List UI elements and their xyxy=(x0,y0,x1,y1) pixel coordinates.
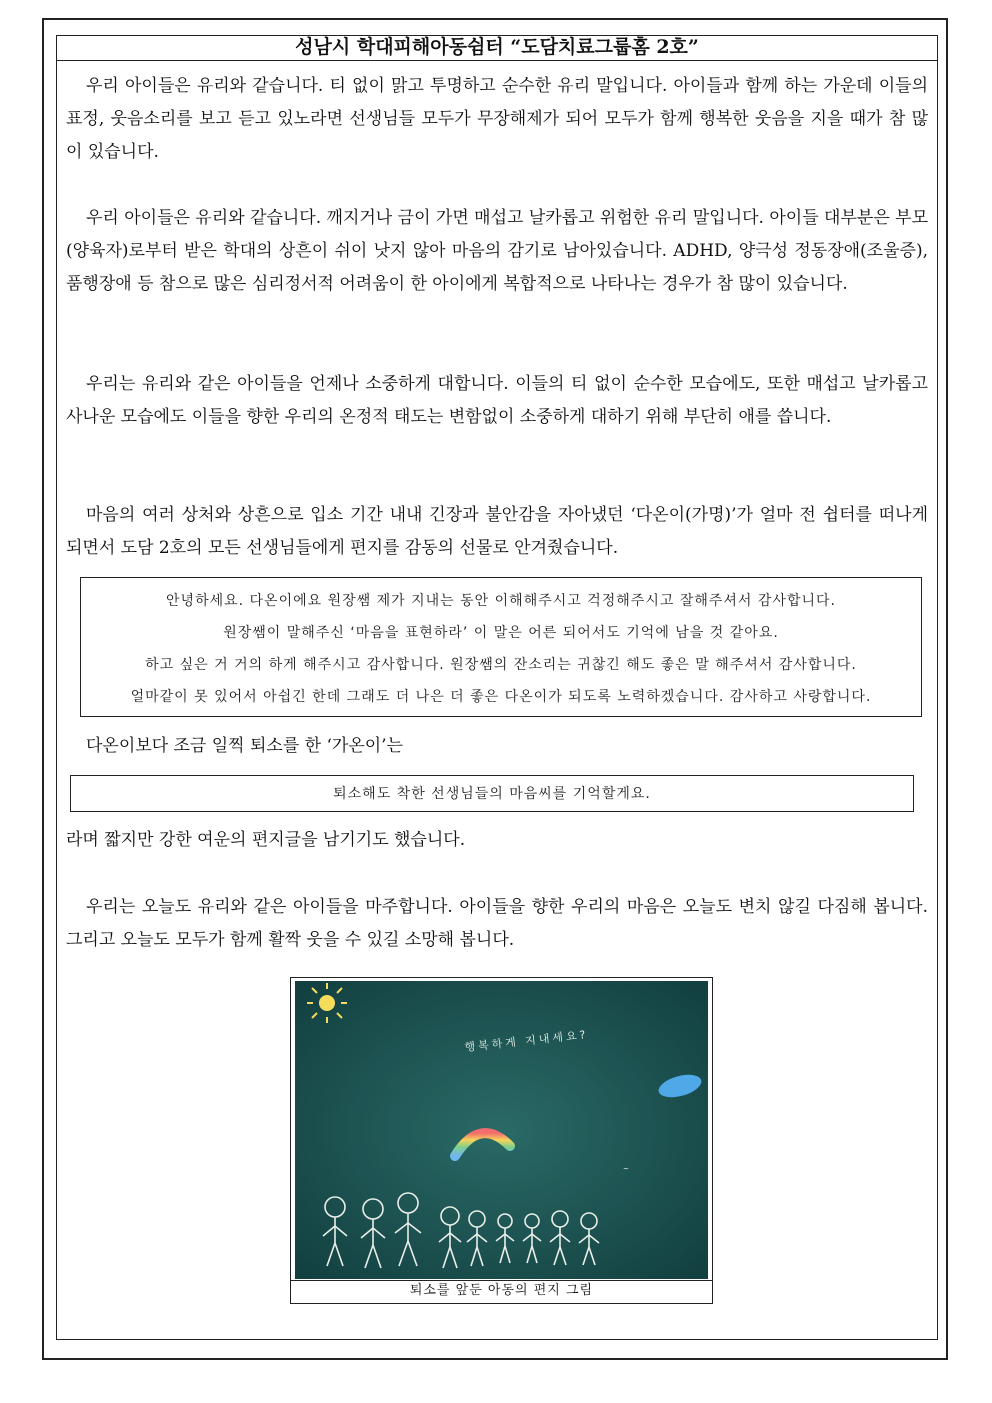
paragraph-5: 우리는 오늘도 유리와 같은 아이들을 마주합니다. 아이들을 향한 우리의 마음은 오늘도 변치 않길 다짐해 봅니다. 그리고 오늘도 모두가 함께 활짝 웃을 수 있길 소망해 봅니다. xyxy=(66,897,928,950)
chalkboard-background xyxy=(295,981,708,1279)
sun-drawing xyxy=(307,983,347,1023)
letter-line-1: 안녕하세요. 다온이에요 원장쌤 제가 지내는 동안 이해해주시고 걱정해주시고 잘해주셔서 감사합니다. xyxy=(166,593,836,609)
paragraph-1: 우리 아이들은 유리와 같습니다. 티 없이 맑고 투명하고 순수한 유리 말입니다. 아이들과 함께 하는 가운데 이들의 표정, 웃음소리를 보고 듣고 있노라면 선생님들 모두가 무장해제가 되어 모두가 함께 행복한 웃음을 지을 때가 참 많이 있습니다. xyxy=(66,76,928,162)
chalk-signature: ~ xyxy=(623,1165,629,1173)
photo-caption: 퇴소를 앞둔 아동의 편지 그림 xyxy=(290,1280,713,1304)
paragraph-4: 마음의 여러 상처와 상흔으로 입소 기간 내내 긴장과 불안감을 자아냈던 ‘다온이(가명)’가 얼마 전 쉽터를 떠나게 되면서 도담 2호의 모든 선생님들에게 편지를 감동의 선물로 안겨줬습니다. xyxy=(66,505,928,558)
chalk-message: 행복하게 지내세요? xyxy=(463,1028,589,1054)
letter-box-daoni xyxy=(80,577,922,717)
chalkboard-drawing-photo xyxy=(290,977,713,1281)
letter-line-3: 하고 싶은 거 거의 하게 해주시고 감사합니다. 원장쌤의 잔소리는 귀찮긴 해도 좋은 말 해주셔서 감사합니다. xyxy=(145,657,857,673)
page-title: 성남시 학대피해아동쉼터 “도담치료그룹홈 2호” xyxy=(56,35,938,61)
lead-in-text: 다온이보다 조금 일찍 퇴소를 한 ‘가온이’는 xyxy=(86,736,404,756)
chalkboard-drawing xyxy=(295,981,708,1279)
paragraph-2: 우리 아이들은 유리와 같습니다. 깨지거나 금이 가면 매섭고 날카롭고 위험한 유리 말입니다. 아이들 대부분은 부모(양육자)로부터 받은 학대의 상흔이 쉬이 낫지 않아 마음의 감기로 남아있습니다. ADHD, 양극성 정동장애(조울증), 품행장애 등 참으로 많은 심리정서적 어려움이 한 아이에게 복합적으로 나타나는 경우가 참 많이 있습니다. xyxy=(66,208,928,294)
follow-up-text: 라며 짧지만 강한 여운의 편지글을 남기기도 했습니다. xyxy=(66,830,466,850)
letter-line-4: 얼마같이 못 있어서 아쉽긴 한데 그래도 더 나은 더 좋은 다온이가 되도록 노력하겠습니다. 감사하고 사랑합니다. xyxy=(130,689,872,705)
letter-box-gaoni: 퇴소해도 착한 선생님들의 마음씨를 기억할게요. xyxy=(70,775,914,812)
paragraph-3: 우리는 유리와 같은 아이들을 언제나 소중하게 대합니다. 이들의 티 없이 순수한 모습에도, 또한 매섭고 날카롭고 사나운 모습에도 이들을 향한 우리의 온정적 태도는 변함없이 소중하게 대하기 위해 부단히 애를 씁니다. xyxy=(66,374,928,427)
letter-line-2: 원장쌤이 말해주신 ‘마음을 표현하라’ 이 말은 어른 되어서도 기억에 남을 것 같아요. xyxy=(223,625,779,641)
